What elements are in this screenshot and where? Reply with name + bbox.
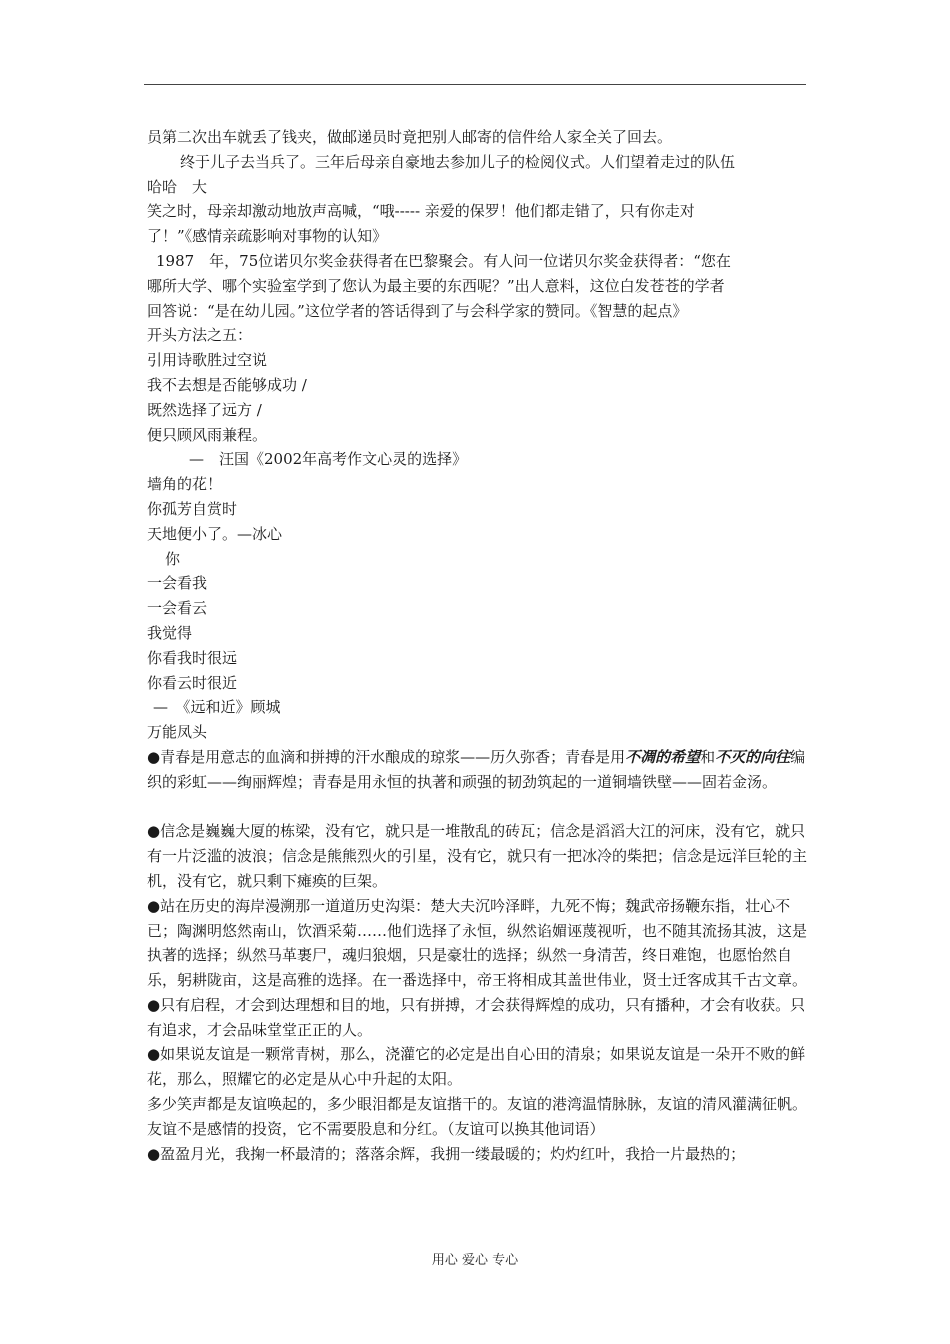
poem-line: 墙角的花！	[147, 475, 223, 494]
poem-line: 既然选择了远方 /	[147, 400, 262, 419]
paragraph-belief: ●信念是巍巍大厦的栋梁，没有它，就只是一堆散乱的砖瓦；信念是滔滔大江的河床，没有它，就只有一片泛滥的波浪；信念是熊熊烈火的引星，没有它，就只有一把冰冷的柴把；信念是远洋巨轮的主机，没有它，就只剩下瘫痪的巨架。	[147, 822, 808, 890]
paragraph-friendship: ●如果说友谊是一颗常青树，那么，浇灌它的必定是出自心田的清泉；如果说友谊是一朵开不败的鲜花，那么，照耀它的必定是从心中升起的太阳。	[147, 1045, 806, 1089]
poem-line: 你孤芳自赏时	[147, 499, 238, 518]
text-line: 哈哈 大	[147, 177, 208, 196]
paragraph-youth	[147, 745, 807, 795]
poem-attribution: — 《远和近》顾城	[153, 698, 281, 717]
text-line: 回答说：“是在幼儿园。”这位学者的答话得到了与会科学家的赞同。《智慧的起点》	[147, 301, 688, 320]
poem-line: 你看云时很近	[147, 673, 238, 692]
text-line: 哪所大学、哪个实验室学到了您认为最主要的东西呢？”出人意料，这位白发苍苍的学者	[147, 276, 725, 295]
poem-line: 天地便小了。—冰心	[147, 524, 283, 543]
poem-line: 一会看云	[147, 599, 208, 618]
paragraph-text: ●青春是用意志的血滴和拼搏的汗水酿成的琼浆——历久弥香；青春是用	[147, 747, 626, 766]
paragraph-friendship-2: 多少笑声都是友谊唤起的，多少眼泪都是友谊揩干的。友谊的港湾温情脉脉，友谊的清风灌满征帆。友谊不是感情的投资，它不需要股息和分红。（友谊可以换其他词语）	[147, 1095, 808, 1138]
blank-line	[147, 795, 807, 820]
section-heading: 万能凤头	[147, 723, 208, 742]
poem-line: 我觉得	[147, 623, 193, 642]
paragraph-moonlight: ●盈盈月光，我掬一杯最清的；落落余辉，我拥一缕最暖的；灼灼红叶，我拾一片最热的；	[147, 1144, 746, 1163]
section-heading: 开头方法之五：	[147, 326, 253, 345]
text-line: 笑之时，母亲却激动地放声高喊，“哦----- 亲爱的保罗！他们都走错了，只有你走对	[147, 202, 695, 221]
paragraph-text: 和	[700, 747, 716, 766]
emphasis-text: 不凋的希望	[625, 747, 701, 766]
poem-line: 我不去想是否能够成功 /	[147, 375, 307, 394]
poem-line: 你看我时很远	[147, 648, 238, 667]
text-line: 了！”《感情亲疏影响对事物的认知》	[147, 227, 388, 246]
poem-line: 一会看我	[147, 574, 208, 593]
poem-line: 便只顾风雨兼程。	[147, 425, 268, 444]
poem-attribution: — 汪国《2002年高考作文心灵的选择》	[189, 450, 468, 469]
page-footer: 用心 爱心 专心	[431, 1253, 519, 1268]
text-line: 引用诗歌胜过空说	[147, 351, 268, 370]
paragraph-text: 编织的彩虹——绚丽辉煌；青春是用永恒的执著和顽强的韧劲筑起的一道铜墙铁壁——固若金汤。	[147, 747, 806, 791]
text-line: 1987 年，75位诺贝尔奖金获得者在巴黎聚会。有人问一位诺贝尔奖金获得者：“您在	[156, 251, 731, 270]
paragraph-journey: ●只有启程，才会到达理想和目的地，只有拼搏，才会获得辉煌的成功，只有播种，才会有收获。只有追求，才会品味堂堂正正的人。	[147, 995, 806, 1039]
document-body	[147, 125, 807, 1166]
text-line: 终于儿子去当兵了。三年后母亲自豪地去参加儿子的检阅仪式。人们望着走过的队伍	[180, 152, 736, 171]
header-rule	[144, 84, 806, 85]
text-line: 员第二次出车就丢了钱夹，做邮递员时竟把别人邮寄的信件给人家全关了回去。	[147, 128, 673, 146]
emphasis-text: 不灭的向往	[715, 747, 791, 766]
poem-line: 你	[165, 549, 181, 568]
paragraph-history: ●站在历史的海岸漫溯那一道道历史沟渠：楚大夫沉吟泽畔，九死不悔；魏武帝扬鞭东指，壮心不已；陶渊明悠然南山，饮酒采菊……他们选择了永恒，纵然谄媚诬蔑视听，也不随其流扬其波，这是执著的选择；纵然马革裹尸，魂归狼烟，只是豪壮的选择；纵然一身清苦，终日难饱，也愿怡然自乐，躬耕陇亩，这是高雅的选择。在一番选择中，帝王将相成其盖世伟业，贤士迁客成其千古文章。	[147, 896, 808, 990]
